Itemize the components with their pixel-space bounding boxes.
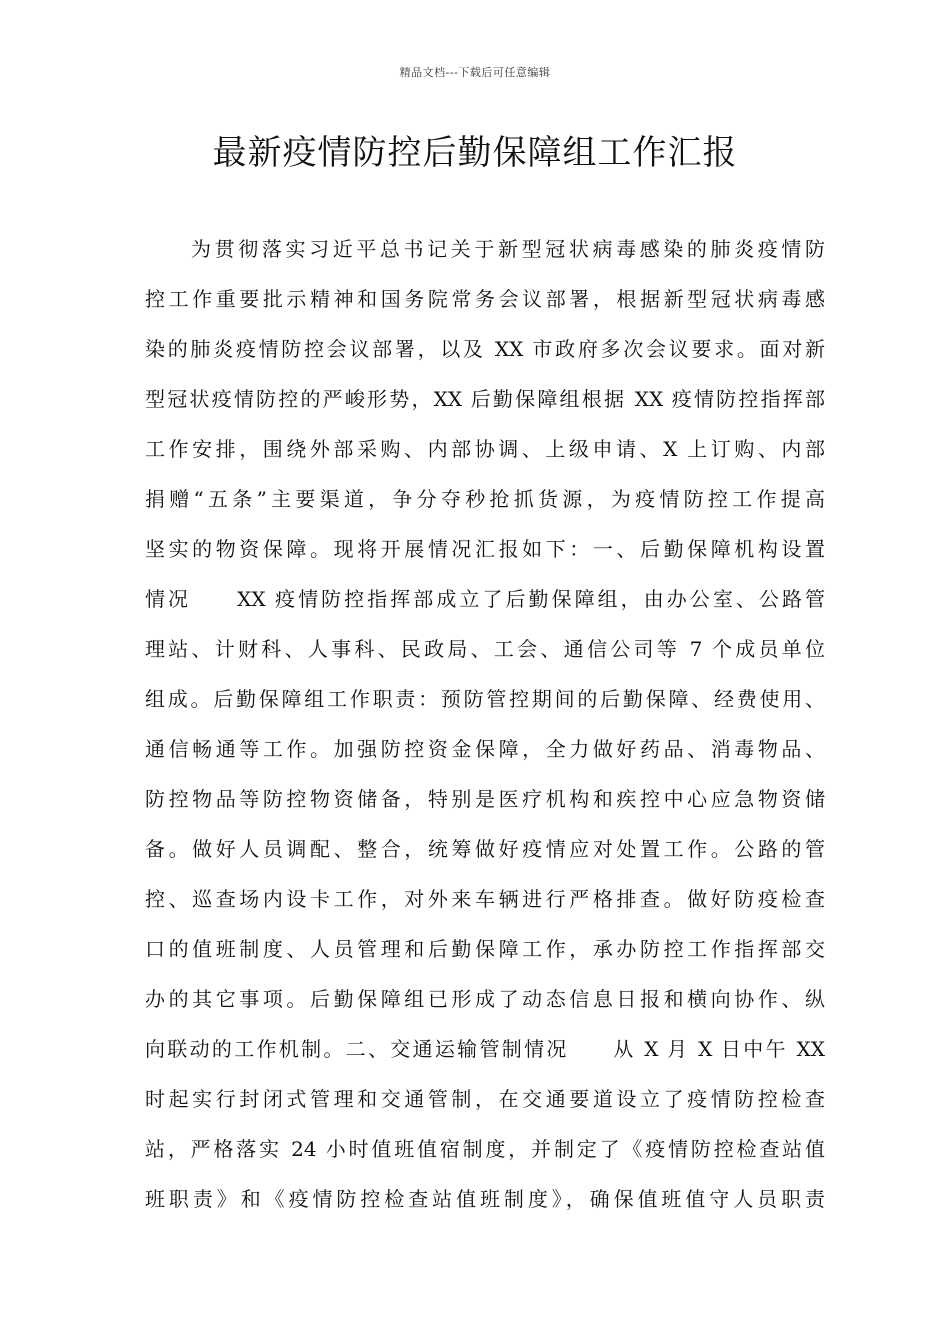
body-line: 捐赠“五条”主要渠道，争分夺秒抢抓货源，为疫情防控工作提高 <box>145 487 825 511</box>
header-note: 精品文档---下载后可任意编辑 <box>399 66 551 79</box>
body-line: 型冠状疫情防控的严峻形势，XX 后勤保障组根据 XX 疫情防控指挥部 <box>145 387 825 411</box>
body-line: 控工作重要批示精神和国务院常务会议部署，根据新型冠状病毒感 <box>145 287 825 311</box>
body-line: 口的值班制度、人员管理和后勤保障工作，承办防控工作指挥部交 <box>145 937 825 961</box>
body-line: 时起实行封闭式管理和交通管制，在交通要道设立了疫情防控检查 <box>145 1087 825 1111</box>
body-line: 办的其它事项。后勤保障组已形成了动态信息日报和横向协作、纵 <box>145 987 825 1011</box>
body-line: 防控物品等防控物资储备，特别是医疗机构和疾控中心应急物资储 <box>145 787 825 811</box>
document-title: 最新疫情防控后勤保障组工作汇报 <box>212 133 738 173</box>
body-line: 为贯彻落实习近平总书记关于新型冠状病毒感染的肺炎疫情防 <box>191 237 825 261</box>
body-line: 备。做好人员调配、整合，统筹做好疫情应对处置工作。公路的管 <box>145 837 825 861</box>
body-line: 控、巡查场内设卡工作，对外来车辆进行严格排查。做好防疫检查 <box>145 887 825 911</box>
body-line: 组成。后勤保障组工作职责：预防管控期间的后勤保障、经费使用、 <box>145 687 825 711</box>
body-line: 坚实的物资保障。现将开展情况汇报如下：一、后勤保障机构设置 <box>145 537 825 561</box>
body-line: 站，严格落实 24 小时值班值宿制度，并制定了《疫情防控检查站值 <box>145 1137 825 1161</box>
body-line: 通信畅通等工作。加强防控资金保障，全力做好药品、消毒物品、 <box>145 737 825 761</box>
body-line: 情况 XX 疫情防控指挥部成立了后勤保障组，由办公室、公路管 <box>145 587 825 611</box>
body-text <box>145 224 825 1224</box>
body-line: 染的肺炎疫情防控会议部署，以及 XX 市政府多次会议要求。面对新 <box>145 337 825 361</box>
body-line: 向联动的工作机制。二、交通运输管制情况 从 X 月 X 日中午 XX <box>145 1037 825 1061</box>
body-line: 班职责》和《疫情防控检查站值班制度》，确保值班值守人员职责 <box>145 1187 825 1211</box>
body-line: 理站、计财科、人事科、民政局、工会、通信公司等 7 个成员单位 <box>145 637 825 661</box>
body-line: 工作安排，围绕外部采购、内部协调、上级申请、X 上订购、内部 <box>145 437 825 461</box>
